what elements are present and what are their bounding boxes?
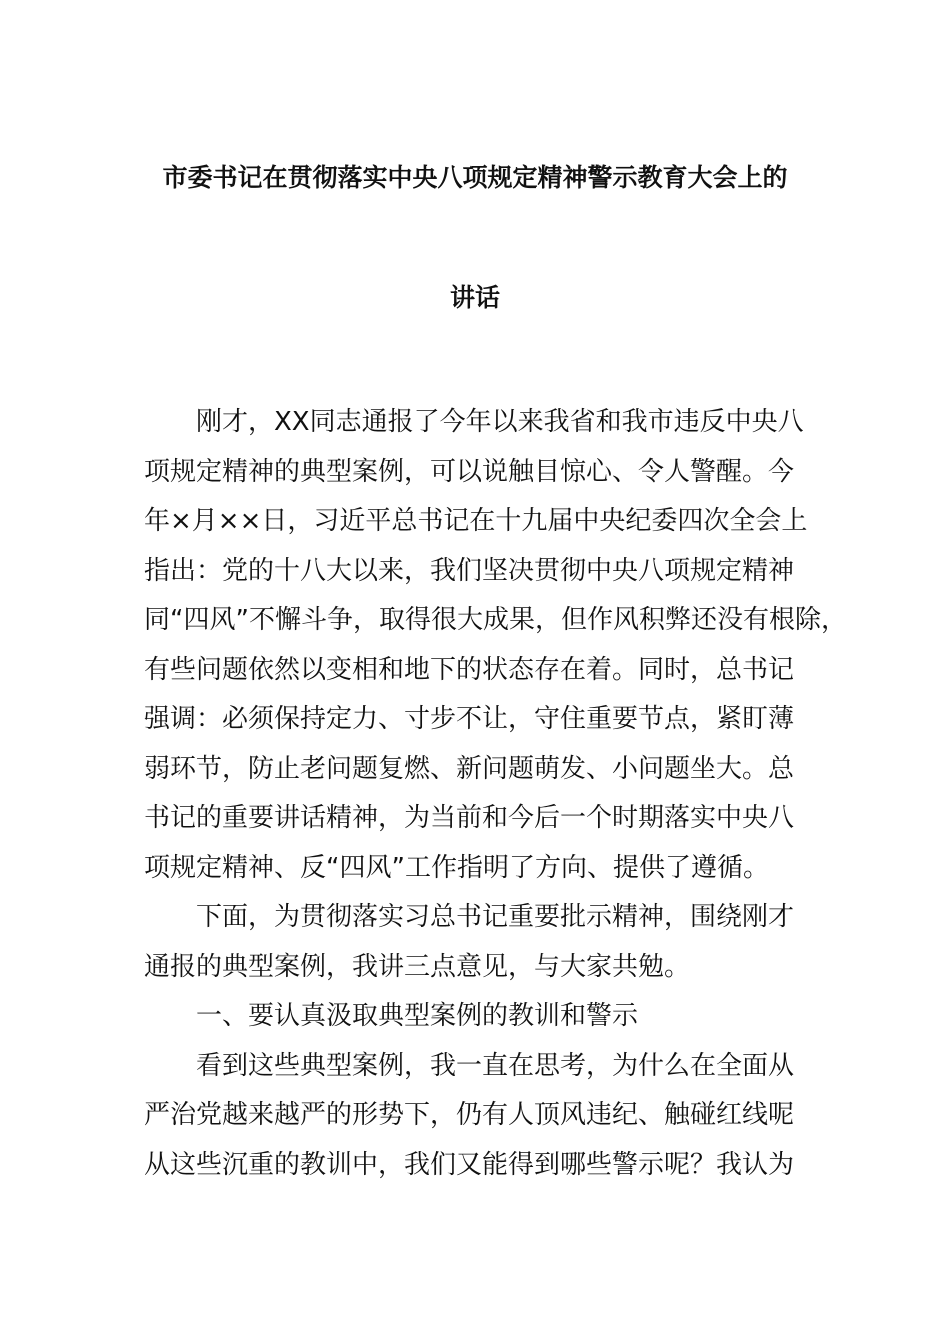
paragraph-line: 指出：党的十八大以来，我们坚决贯彻中央八项规定精神: [144, 555, 795, 586]
paragraph-line: 项规定精神、反“四风”工作指明了方向、提供了遵循。: [144, 852, 769, 883]
paragraph-line: 刚才，XX同志通报了今年以来我省和我市违反中央八: [196, 407, 804, 437]
paragraph-line: 弱环节，防止老问题复燃、新问题萌发、小问题坐大。总: [144, 753, 795, 784]
paragraph-line: 有些问题依然以变相和地下的状态存在着。同时，总书记: [144, 654, 795, 685]
document-title-line-2: 讲话: [449, 283, 500, 312]
paragraph-line: 从这些沉重的教训中，我们又能得到哪些警示呢？我认为: [144, 1149, 795, 1180]
paragraph-line: 下面，为贯彻落实习总书记重要批示精神，围绕刚才: [196, 902, 795, 932]
paragraph-line: 年×月××日，习近平总书记在十九届中央纪委四次全会上: [144, 506, 808, 536]
paragraph-line: 书记的重要讲话精神，为当前和今后一个时期落实中央八: [144, 803, 795, 833]
paragraph-line: 同“四风”不懈斗争，取得很大成果，但作风积弊还没有根除，: [144, 605, 847, 635]
paragraph-line: 看到这些典型案例，我一直在思考，为什么在全面从: [196, 1050, 795, 1081]
paragraph-line: 严治党越来越严的形势下，仍有人顶风违纪、触碰红线呢: [144, 1100, 795, 1130]
document-title-line-1: 市委书记在贯彻落实中央八项规定精神警示教育大会上的: [162, 163, 788, 192]
section-heading: 一、要认真汲取典型案例的教训和警示: [196, 1001, 639, 1031]
paragraph-line: 项规定精神的典型案例，可以说触目惊心、令人警醒。今: [144, 456, 795, 487]
paragraph-line: 强调：必须保持定力、寸步不让，守住重要节点，紧盯薄: [144, 704, 795, 734]
document-body: [144, 402, 847, 1194]
paragraph-line: 通报的典型案例，我讲三点意见，与大家共勉。: [144, 951, 691, 982]
